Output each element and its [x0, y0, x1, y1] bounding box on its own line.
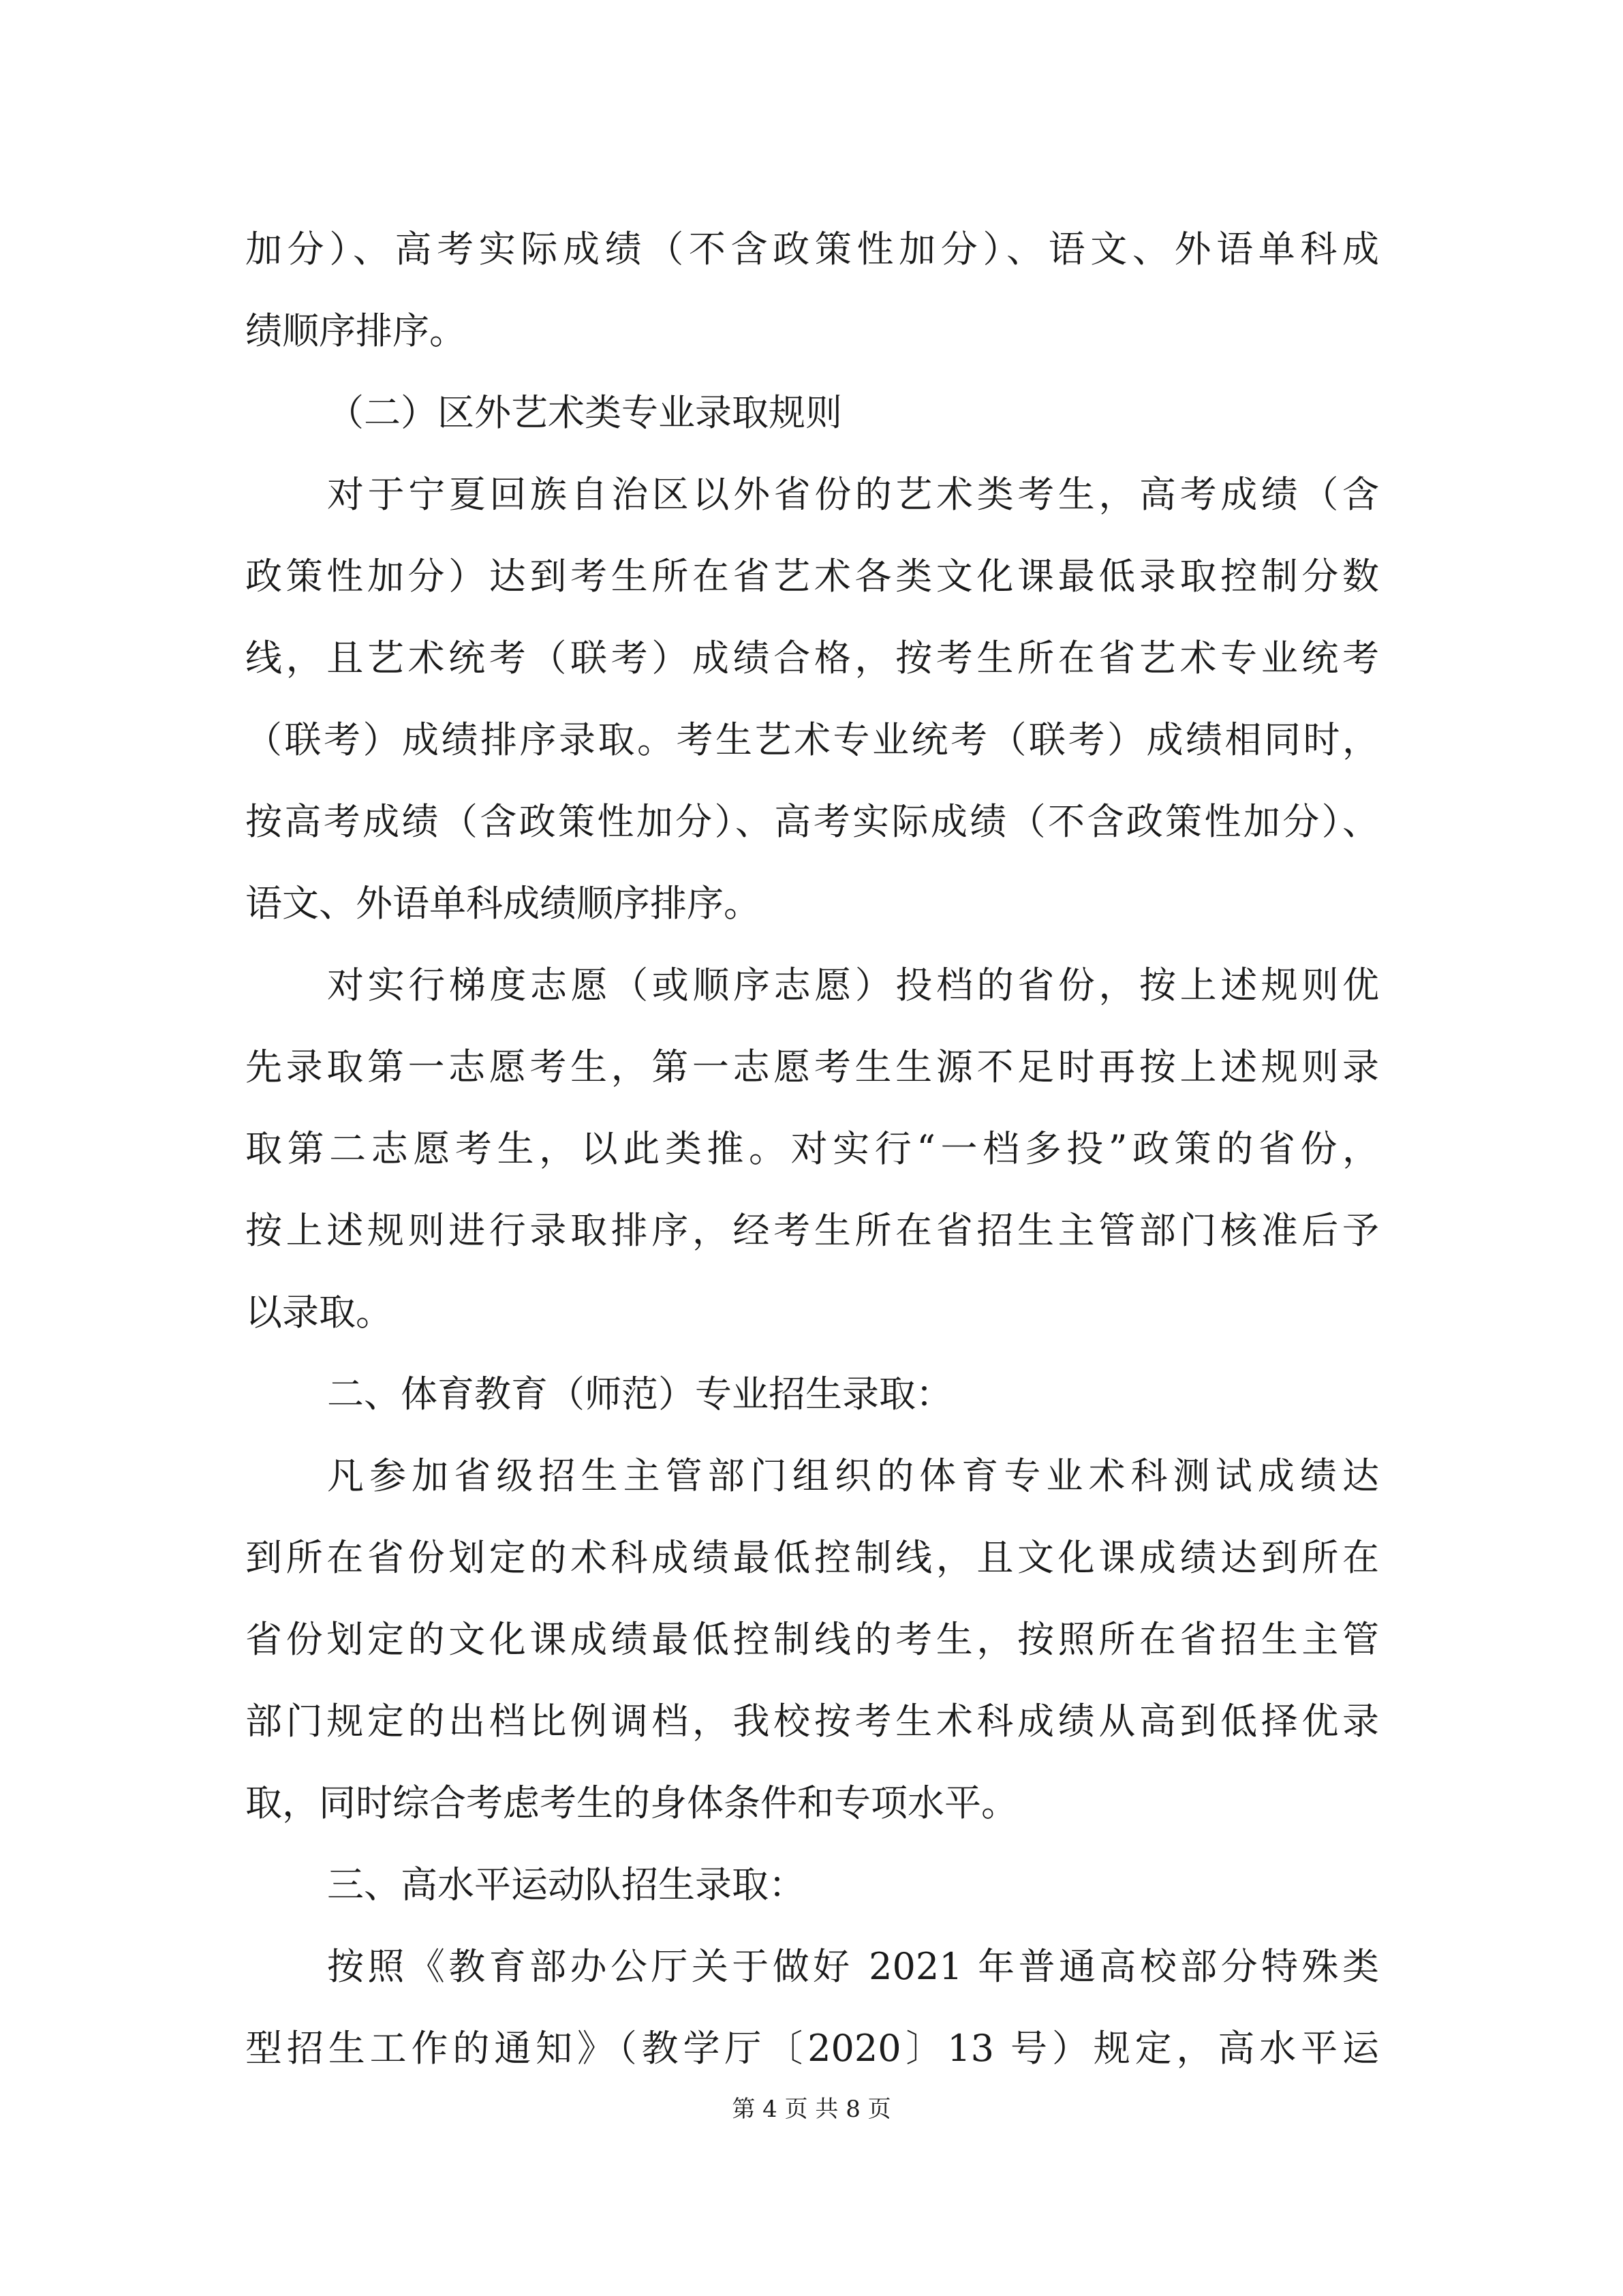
- paragraph-last-line: 以录取。: [245, 1291, 392, 1334]
- section-heading: 二、体育教育（师范）专业招生录取：: [327, 1373, 953, 1415]
- paragraph-first-line: 对实行梯度志愿（或顺序志愿）投档的省份，按上述规则优: [327, 964, 1379, 1007]
- paragraph-line: 部门规定的出档比例调档，我校按考生术科成绩从高到低择优录: [245, 1700, 1379, 1743]
- section-heading: （二）区外艺术类专业录取规则: [327, 391, 842, 434]
- paragraph-line: 取第二志愿考生，以此类推。对实行“一档多投”政策的省份，: [245, 1127, 1379, 1170]
- paragraph-line: 型招生工作的通知》（教学厅〔2020〕13 号）规定，高水平运: [245, 2027, 1379, 2070]
- paragraph-line: 加分）、高考实际成绩（不含政策性加分）、语文、外语单科成: [245, 228, 1379, 271]
- paragraph-first-line: 对于宁夏回族自治区以外省份的艺术类考生，高考成绩（含: [327, 473, 1379, 516]
- paragraph-line: 到所在省份划定的术科成绩最低控制线，且文化课成绩达到所在: [245, 1536, 1379, 1579]
- paragraph-line: 先录取第一志愿考生，第一志愿考生生源不足时再按上述规则录: [245, 1045, 1379, 1088]
- paragraph-line: 按上述规则进行录取排序，经考生所在省招生主管部门核准后予: [245, 1209, 1379, 1252]
- paragraph-first-line: 凡参加省级招生主管部门组织的体育专业术科测试成绩达: [327, 1454, 1379, 1497]
- paragraph-first-line: 按照《教育部办公厅关于做好 2021 年普通高校部分特殊类: [327, 1945, 1379, 1988]
- paragraph-line: 省份划定的文化课成绩最低控制线的考生，按照所在省招生主管: [245, 1618, 1379, 1661]
- paragraph-last-line: 绩顺序排序。: [245, 309, 466, 352]
- paragraph-line: （联考）成绩排序录取。考生艺术专业统考（联考）成绩相同时，: [245, 718, 1379, 761]
- page-footer: 第 4 页 共 8 页: [732, 2096, 891, 2123]
- paragraph-last-line: 取，同时综合考虑考生的身体条件和专项水平。: [245, 1781, 1018, 1824]
- section-heading: 三、高水平运动队招生录取：: [327, 1863, 805, 1906]
- document-body: [245, 209, 1379, 2090]
- paragraph-last-line: 语文、外语单科成绩顺序排序。: [245, 882, 760, 925]
- paragraph-line: 线，且艺术统考（联考）成绩合格，按考生所在省艺术专业统考: [245, 637, 1379, 679]
- paragraph-line: 政策性加分）达到考生所在省艺术各类文化课最低录取控制分数: [245, 555, 1379, 598]
- paragraph-line: 按高考成绩（含政策性加分）、高考实际成绩（不含政策性加分）、: [245, 800, 1379, 843]
